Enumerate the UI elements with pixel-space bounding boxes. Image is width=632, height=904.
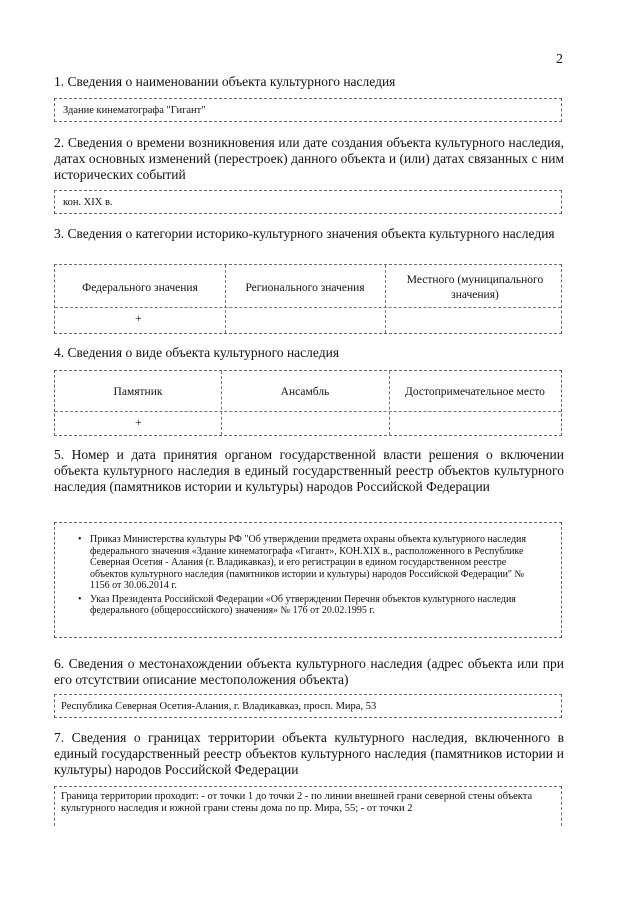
section-3-title: 3. Сведения о категории историко-культурного значения объекта культурного наследия	[54, 226, 555, 241]
section-2-title: 2. Сведения о времени возникновения или дате создания объекта культурного наследия, датах основных изменений (перестроек) данного объекта и (или) датах связанных с ним исторических событий	[54, 135, 564, 182]
type-monument: Памятник	[113, 385, 163, 398]
category-local: Местного (муниципального значения)	[406, 274, 544, 301]
section-7-title: 7. Сведения о границах территории объекта культурного наследия, включенного в единый государственный реестр объектов культурного наследия (памятников истории и культуры) народов Российской Федерации	[54, 730, 564, 777]
registry-decision-2: Указ Президента Российской Федерации «Об утверждении Перечня объектов культурного наследия федерального (общероссийского) значения» № 176 от 20.02.1995 г.	[90, 593, 516, 616]
type-ensemble: Ансамбль	[280, 385, 330, 398]
creation-date-value: кон. XIX в.	[63, 197, 113, 208]
section-6-box	[54, 694, 562, 718]
section-7-box	[54, 786, 562, 826]
type-landmark: Достопримечательное место	[405, 385, 545, 398]
list-item: • Указ Президента Российской Федерации «Об утверждении Перечня объектов культурного наследия федерального (общероссийского) значения» № 176 от 20.02.1995 г.	[78, 593, 516, 616]
territory-boundary-value: Граница территории проходит: - от точки 1 до точки 2 - по линии внешней грани северной стены объекта культурного наследия и южной грани стены дома по пр. Мира, 55; - от точки 2	[61, 791, 533, 814]
section-3-table	[54, 264, 562, 334]
section-6-title: 6. Сведения о местонахождении объекта культурного наследия (адрес объекта или при его отсутствии описание местоположения объекта)	[54, 656, 564, 687]
section-2-box	[54, 190, 562, 214]
category-federal-mark: +	[135, 311, 142, 325]
section-5-title: 5. Номер и дата принятия органом государственной власти решения о включении объекта культурного наследия в единый государственный реестр объектов культурного наследия (памятников истории и культуры) народов Российской Федерации	[54, 447, 564, 494]
type-monument-mark: +	[135, 415, 142, 429]
section-1-box	[54, 98, 562, 122]
registry-decision-1: Приказ Министерства культуры РФ "Об утверждении предмета охраны объекта культурного наследия федерального значения «Здание кинематографа «Гигант», КОН.XIX в., расположенного в Республике Северная Осетия - Алания (г. Владикавказ), и его регистрации в едином государственном реестре объектов культурного наследия (памятников истории и культуры) народов Российской Федерации" № 1156 от 30.06.2014 г.	[90, 534, 527, 591]
category-regional: Регионального значения	[245, 281, 365, 294]
list-item: • Приказ Министерства культуры РФ "Об утверждении предмета охраны объекта культурного наследия федерального значения «Здание кинематографа «Гигант», КОН.XIX в., расположенного в Республике Северная Осетия - Алания (г. Владикавказ), и его регистрации в едином государственном реестре объектов культурного наследия (памятников истории и культуры) народов Российской Федерации" № 1156 от 30.06.2014 г.	[78, 534, 527, 591]
category-federal: Федерального значения	[82, 281, 198, 294]
registry-decisions-list	[78, 534, 546, 619]
section-1-title: 1. Сведения о наименовании объекта культурного наследия	[54, 74, 396, 89]
section-4-table	[54, 370, 562, 436]
address-value: Республика Северная Осетия-Алания, г. Владикавказ, просп. Мира, 53	[61, 701, 377, 712]
page-number: 2	[556, 52, 563, 67]
object-name-value: Здание кинематографа "Гигант"	[63, 105, 206, 116]
section-4-title: 4. Сведения о виде объекта культурного наследия	[54, 345, 340, 360]
